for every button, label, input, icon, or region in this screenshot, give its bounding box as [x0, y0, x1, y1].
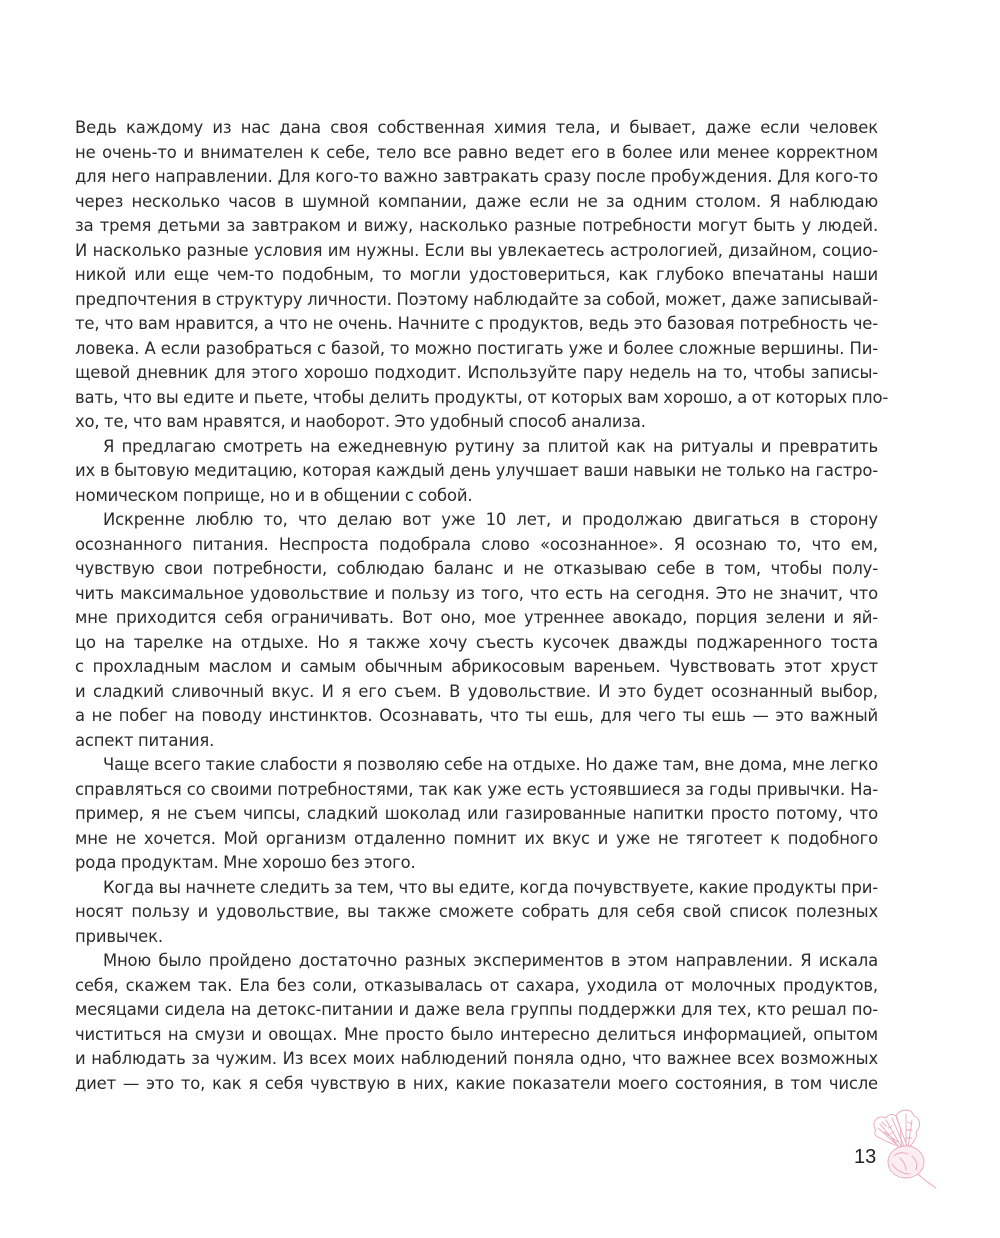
text-line: себя, скажем так. Ела без соли, отказывалась от сахара, уходила от молочных продуктов,: [75, 975, 878, 995]
text-line: за тремя детьми за завтраком и вижу, насколько разные потребности могут быть у людей.: [75, 216, 878, 235]
text-line: И насколько разные условия им нужны. Если вы увлекаетесь астрологией, дизайном, социо-: [75, 240, 878, 260]
text-line: вать, что вы едите и пьете, чтобы делить продукты, от которых вам хорошо, а от которых пло-: [75, 387, 889, 407]
text-line: осознанного питания. Неспроста подобрала слово «осознанное». Я осознаю то, что ем,: [75, 534, 878, 554]
text-line: пример, я не съем чипсы, сладкий шоколад или газированные напитки просто потому, что: [75, 804, 878, 823]
text-line: Когда вы начнете следить за тем, что вы едите, когда почувствуете, какие продукты при-: [103, 877, 878, 897]
text-line: те, что вам нравится, а что не очень. Начните с продуктов, ведь это базовая потребность че-: [75, 314, 878, 333]
text-line: Ведь каждому из нас дана своя собственная химия тела, и бывает, даже если человек: [75, 118, 878, 137]
text-line: привычек.: [75, 926, 163, 946]
text-line: через несколько часов в шумной компании, даже если не за одним столом. Я наблюдаю: [75, 191, 878, 211]
text-line: Чаще всего такие слабости я позволяю себе на отдыхе. Но даже там, вне дома, мне легко: [103, 755, 878, 774]
beet-root: [888, 1146, 924, 1178]
text-line: щевой дневник для этого хорошо подходит. Используйте пару недель на то, чтобы записы-: [75, 363, 878, 382]
text-line: а не побег на поводу инстинктов. Осознавать, что ты ешь, для чего ты ешь — это важный: [75, 706, 878, 725]
text-line: чувствую свои потребности, соблюдаю баланс и не отказываю себе в том, чтобы полу-: [75, 559, 878, 578]
text-line: носят пользу и удовольствие, вы также сможете собрать для себя свой список полезных: [75, 902, 878, 921]
text-line: мне приходится себя ограничивать. Вот оно, мое утреннее авокадо, порция зелени и яй-: [75, 608, 878, 627]
text-line: Искренне люблю то, что делаю вот уже 10 лет, и продолжаю двигаться в сторону: [103, 510, 878, 529]
text-line: и сладкий сливочный вкус. И я его съем. В удовольствие. И это будет осознанный выбор,: [75, 681, 878, 701]
text-line: и наблюдать за чужим. Из всех моих наблюдений поняла одно, что важнее всех возможных: [75, 1049, 878, 1068]
text-line: никой или еще чем-то подобным, то могли удостовериться, как глубоко впечатаны наши: [75, 265, 878, 284]
text-line: диет — это то, как я себя чувствую в них, какие показатели моего состояния, в том числе: [75, 1073, 878, 1093]
text-line: для него направлении. Для кого-то важно завтракать сразу после пробуждения. Для кого-то: [75, 167, 878, 186]
text-line: не очень-то и внимателен к себе, тело все равно ведет его в более или менее корректном: [75, 142, 878, 162]
text-line: справляться со своими потребностями, так как уже есть устоявшиеся за годы привычки. На-: [75, 779, 878, 799]
text-line: их в бытовую медитацию, которая каждый день улучшает ваши навыки не только на гастро-: [75, 461, 878, 480]
beet-leaf-right: [896, 1110, 920, 1148]
text-line: номическом поприще, но и в общении с собой.: [75, 485, 473, 505]
text-line: предпочтения в структуру личности. Поэтому наблюдайте за собой, может, даже записывай-: [75, 289, 878, 309]
text-line: Я предлагаю смотреть на ежедневную рутину за плитой как на ритуалы и превратить: [103, 436, 878, 456]
text-line: ловека. А если разобраться с базой, то можно постигать уже и более сложные вершины. Пи-: [75, 338, 878, 358]
page-number: 13: [854, 1146, 877, 1168]
text-line: Мною было пройдено достаточно разных экспериментов в этом направлении. Я искала: [103, 951, 878, 970]
text-line: чить максимальное удовольствие и пользу из того, что есть на сегодня. Это не значит, что: [75, 583, 878, 603]
text-line: с прохладным маслом и самым обычным абрикосовым вареньем. Чувствовать этот хруст: [75, 657, 878, 676]
body-text: [75, 116, 889, 1096]
text-line: мне не хочется. Мой организм отдаленно помнит их вкус и уже не тяготеет к подобного: [75, 828, 878, 848]
text-line: хо, те, что вам нравятся, и наоборот. Это удобный способ анализа.: [75, 412, 646, 431]
beet-icon: [866, 1108, 946, 1190]
text-line: цо на тарелке на отдыхе. Но я также хочу съесть кусочек дважды поджаренного тоста: [75, 632, 878, 652]
text-line: аспект питания.: [75, 730, 215, 750]
text-line: месяцами сидела на детокс-питании и даже вела группы поддержки для тех, кто решал по-: [75, 1000, 878, 1019]
text-line: чиститься на смузи и овощах. Мне просто было интересно делиться информацией, опытом: [75, 1024, 878, 1044]
text-line: рода продуктам. Мне хорошо без этого.: [75, 853, 416, 872]
